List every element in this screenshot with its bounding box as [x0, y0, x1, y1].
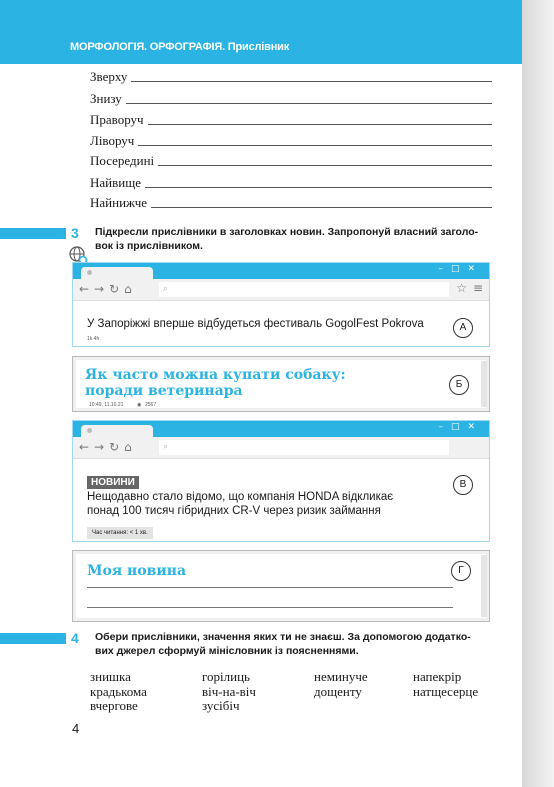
blank-line[interactable] — [138, 145, 492, 146]
task-instruction — [95, 630, 471, 658]
line-row — [90, 130, 492, 148]
news-text — [87, 490, 393, 518]
task-instruction-line: Підкресли прислівники в заголовках новин. Запропонуй власний заголо- — [95, 226, 479, 238]
header-bar — [0, 0, 522, 64]
line-label: Знизу — [90, 91, 122, 106]
blank-line[interactable] — [87, 607, 453, 608]
blank-line[interactable] — [126, 103, 492, 104]
task-marker-bar — [0, 228, 66, 239]
news-text-line: Нещодавно стало відомо, що компанія HONDA відкликає — [87, 491, 394, 503]
line-label: Посередині — [90, 153, 155, 168]
news-date: 10:49, 11.10.21 — [89, 402, 124, 408]
line-row — [90, 172, 492, 190]
line-row — [90, 88, 492, 106]
word-item: напекрір — [413, 669, 462, 684]
news-text-line: понад 100 тисяч гібридних CR-V через ризик займання — [87, 505, 381, 517]
word-item: вчергове — [90, 698, 138, 713]
news-category — [87, 472, 139, 490]
page-number: 4 — [72, 721, 80, 736]
line-label: Ліворуч — [90, 133, 135, 148]
news-title: Моя новина — [87, 563, 187, 579]
tab-favicon-icon — [87, 428, 92, 433]
reading-time — [87, 521, 153, 539]
word-item: неминуче — [314, 669, 368, 684]
blank-line[interactable] — [158, 165, 492, 166]
task-instruction-line: вок із прислівником. — [95, 240, 203, 252]
blank-line[interactable] — [131, 81, 492, 82]
task-marker-bar — [0, 633, 66, 644]
browser-window-a — [72, 262, 490, 347]
news-title-line: поради ветеринара — [85, 383, 243, 399]
word-item: натщесерце — [413, 684, 479, 699]
word-item: крадькома — [90, 684, 147, 699]
line-label: Зверху — [90, 69, 128, 84]
line-row — [90, 150, 492, 168]
star-icon[interactable]: ☆ — [456, 281, 467, 295]
news-title — [85, 367, 346, 399]
word-item: дощенту — [314, 684, 362, 699]
task-number: 4 — [71, 630, 79, 646]
browser-toolbar — [73, 437, 489, 459]
option-label-v: В — [453, 475, 473, 495]
word-item: горілиць — [202, 669, 250, 684]
news-title-line: Як часто можна купати собаку: — [85, 367, 346, 383]
browser-tab[interactable] — [81, 267, 153, 279]
address-bar[interactable]: ⌕ — [159, 282, 449, 297]
tab-favicon-icon — [87, 270, 92, 275]
scrollbar[interactable] — [481, 361, 487, 407]
browser-toolbar — [73, 279, 489, 301]
browser-tab[interactable] — [81, 425, 153, 437]
window-controls-icon[interactable]: –□✕ — [438, 422, 483, 432]
line-label: Найнижче — [90, 195, 147, 210]
browser-window-v — [72, 420, 490, 542]
news-badge: НОВИНИ — [87, 476, 139, 489]
line-label: Найвище — [90, 175, 141, 190]
line-row — [90, 66, 492, 84]
news-views: 2567 — [145, 402, 157, 408]
line-row — [90, 192, 492, 210]
header-title: МОРФОЛОГІЯ. ОРФОГРАФІЯ. Прислівник — [70, 41, 290, 53]
blank-line[interactable] — [145, 187, 492, 188]
eye-icon: ◉ — [137, 402, 142, 408]
browser-titlebar — [73, 263, 489, 279]
line-label: Праворуч — [90, 112, 144, 127]
reading-time-pill: Час читання: < 1 хв. — [87, 527, 153, 539]
page-edge — [522, 0, 554, 787]
option-label-a: А — [453, 318, 473, 338]
option-label-g: Г — [451, 561, 471, 581]
scrollbar[interactable] — [481, 555, 487, 617]
option-label-b: Б — [449, 375, 469, 395]
address-bar[interactable]: ⌕ — [159, 440, 449, 455]
word-item: віч-на-віч — [202, 684, 256, 699]
blank-line[interactable] — [151, 207, 492, 208]
news-card-b — [72, 356, 490, 412]
blank-line[interactable] — [87, 587, 453, 588]
navigation-icons[interactable]: ←→↻⌂ — [79, 282, 137, 296]
line-row — [90, 109, 492, 127]
news-headline: У Запоріжжі вперше відбудеться фестиваль GogolFest Pokrova — [87, 318, 424, 330]
news-meta: 1k 4h — [87, 336, 100, 342]
task-instruction-line: Обери прислівники, значення яких ти не знаєш. За допомогою додатко- — [95, 631, 471, 643]
word-item: зусібіч — [202, 698, 240, 713]
window-controls-icon[interactable]: –□✕ — [438, 264, 483, 274]
task-number: 3 — [71, 225, 79, 241]
blank-line[interactable] — [148, 124, 492, 125]
browser-titlebar — [73, 421, 489, 437]
task-instruction-line: вих джерел сформуй мінісловник із поясненнями. — [95, 645, 359, 657]
task-instruction — [95, 225, 478, 253]
menu-icon[interactable]: ≡ — [472, 281, 483, 295]
word-item: знишка — [90, 669, 131, 684]
navigation-icons[interactable]: ←→↻⌂ — [79, 440, 137, 454]
news-card-g — [72, 550, 490, 622]
